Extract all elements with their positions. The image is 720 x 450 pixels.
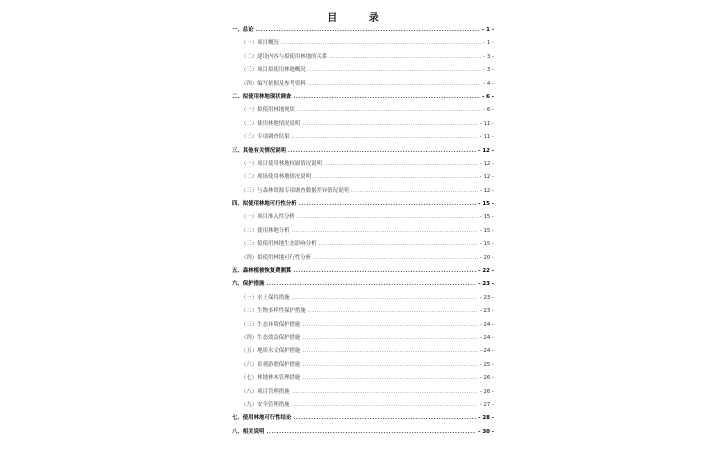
toc-chapter-entry[interactable]: [232, 145, 494, 158]
toc-leader-dots: [293, 91, 480, 104]
toc-leader-dots: [308, 305, 478, 318]
toc-page-number: - 25 -: [479, 361, 494, 368]
toc-entry-label: （一）项目概况: [241, 40, 279, 47]
toc-section-entry[interactable]: [232, 37, 494, 50]
toc-page-number: - 12 -: [479, 160, 494, 167]
toc-chapter-entry[interactable]: [232, 426, 494, 439]
toc-leader-dots: [256, 24, 480, 37]
toc-entry-label: （六）景观游憩保护措施: [241, 361, 301, 368]
toc-section-entry[interactable]: [232, 118, 494, 131]
toc-leader-dots: [266, 426, 476, 439]
toc-section-entry[interactable]: [232, 319, 494, 332]
toc-entry-label: 二、拟使用林地现状调查: [232, 93, 292, 100]
toc-page-number: - 28 -: [478, 415, 494, 422]
toc-section-entry[interactable]: [232, 372, 494, 385]
toc-entry-label: （八）项目管理措施: [241, 388, 290, 395]
toc-chapter-entry[interactable]: [232, 278, 494, 291]
toc-page-number: - 3 -: [483, 53, 494, 60]
toc-section-entry[interactable]: [232, 305, 494, 318]
toc-leader-dots: [292, 225, 478, 238]
toc-leader-dots: [308, 64, 482, 77]
toc-leader-dots: [318, 238, 477, 251]
toc-entry-label: （三）专项调查结果: [241, 134, 290, 141]
toc-page-number: - 12 -: [478, 147, 494, 154]
toc-page-number: - 12 -: [479, 187, 494, 194]
toc-entry-label: （三）与森林资源专项调查数据差异情况说明: [241, 187, 349, 194]
toc-page-number: - 23 -: [479, 294, 494, 301]
toc-leader-dots: [281, 37, 482, 50]
toc-page-number: - 12 -: [479, 174, 494, 181]
toc-page-number: - 30 -: [478, 428, 494, 435]
toc-leader-dots: [302, 372, 478, 385]
toc-page-number: - 20 -: [479, 254, 494, 261]
toc-section-entry[interactable]: [232, 211, 494, 224]
toc-page-number: - 26 -: [479, 375, 494, 382]
toc-leader-dots: [351, 185, 478, 198]
toc-entry-label: （二）生物多样性保护措施: [241, 308, 306, 315]
toc-section-entry[interactable]: [232, 158, 494, 171]
toc-leader-dots: [266, 278, 476, 291]
toc-page-number: - 15 -: [479, 214, 494, 221]
toc-entry-label: （二）使用林地情况说明: [241, 120, 301, 127]
toc-entry-label: 六、保护措施: [232, 281, 265, 288]
toc-leader-dots: [292, 131, 478, 144]
toc-leader-dots: [293, 412, 476, 425]
toc-section-entry[interactable]: [232, 332, 494, 345]
toc-leader-dots: [292, 292, 478, 305]
toc-entry-label: （三）生态环境保护措施: [241, 321, 301, 328]
toc-page-number: - 11 -: [479, 120, 494, 127]
toc-leader-dots: [313, 252, 478, 265]
toc-section-entry[interactable]: [232, 238, 494, 251]
toc-leader-dots: [293, 265, 476, 278]
toc-page-number: - 6 -: [482, 93, 494, 100]
toc-entry-label: （一）项目准入性分析: [241, 214, 295, 221]
toc-leader-dots: [302, 359, 478, 372]
toc-chapter-entry[interactable]: [232, 412, 494, 425]
table-of-contents: [232, 24, 494, 439]
toc-section-entry[interactable]: [232, 78, 494, 91]
toc-section-entry[interactable]: [232, 225, 494, 238]
toc-entry-label: 八、相关说明: [232, 428, 265, 435]
toc-page-number: - 22 -: [478, 268, 494, 275]
toc-section-entry[interactable]: [232, 104, 494, 117]
toc-entry-label: 五、森林植被恢复费测算: [232, 268, 292, 275]
toc-leader-dots: [292, 399, 478, 412]
toc-page-number: - 4 -: [483, 80, 494, 87]
toc-section-entry[interactable]: [232, 345, 494, 358]
toc-section-entry[interactable]: [232, 252, 494, 265]
toc-title: 目 录: [327, 13, 393, 24]
toc-page-number: - 27 -: [479, 401, 494, 408]
toc-entry-label: 一、总论: [232, 27, 254, 33]
toc-entry-label: （二）建设内容与拟使用林地的关系: [241, 53, 328, 60]
toc-section-entry[interactable]: [232, 185, 494, 198]
toc-page-number: - 23 -: [479, 308, 494, 315]
toc-entry-label: （一）拟使用林地现状: [241, 107, 295, 114]
toc-chapter-entry[interactable]: [232, 265, 494, 278]
toc-entry-label: （二）使用林地分析: [241, 227, 290, 234]
toc-leader-dots: [329, 51, 481, 64]
toc-section-entry[interactable]: [232, 386, 494, 399]
toc-entry-label: （四）生态效益保护措施: [241, 334, 301, 341]
toc-page-number: - 15 -: [479, 227, 494, 234]
toc-leader-dots: [302, 118, 478, 131]
toc-leader-dots: [297, 211, 478, 224]
toc-leader-dots: [302, 332, 478, 345]
toc-leader-dots: [302, 319, 478, 332]
toc-entry-label: 七、使用林地可行性结论: [232, 415, 292, 422]
toc-section-entry[interactable]: [232, 131, 494, 144]
toc-entry-label: （二）现场使用林地情况说明: [241, 174, 312, 181]
toc-entry-label: （七）林地林木管理措施: [241, 375, 301, 382]
toc-leader-dots: [308, 78, 482, 91]
toc-entry-label: （四）拟使用林地可行性分析: [241, 254, 312, 261]
toc-page-number: - 23 -: [478, 281, 494, 288]
toc-section-entry[interactable]: [232, 51, 494, 64]
toc-section-entry[interactable]: [232, 359, 494, 372]
toc-chapter-entry[interactable]: [232, 24, 494, 37]
toc-section-entry[interactable]: [232, 399, 494, 412]
toc-leader-dots: [299, 198, 477, 211]
toc-section-entry[interactable]: [232, 292, 494, 305]
toc-section-entry[interactable]: [232, 171, 494, 184]
toc-entry-label: （一）水土保持措施: [241, 294, 290, 301]
toc-leader-dots: [292, 386, 478, 399]
toc-page-number: - 11 -: [479, 134, 494, 141]
toc-page-number: - 24 -: [479, 334, 494, 341]
toc-page-number: - 15 -: [478, 201, 494, 208]
toc-entry-label: （四）编写依据及参考资料: [241, 80, 306, 87]
toc-page-number: - 6 -: [483, 107, 494, 114]
toc-page-number: - 24 -: [479, 321, 494, 328]
toc-page-number: - 26 -: [479, 388, 494, 395]
toc-entry-label: 四、拟使用林地可行性分析: [232, 201, 297, 208]
toc-entry-label: 三、其他有关情况说明: [232, 147, 286, 154]
toc-entry-label: （五）地质水文保护措施: [241, 348, 301, 355]
toc-leader-dots: [302, 345, 478, 358]
toc-leader-dots: [324, 158, 478, 171]
toc-page-number: - 1 -: [483, 40, 494, 47]
toc-page-number: - 24 -: [479, 348, 494, 355]
toc-leader-dots: [297, 104, 481, 117]
toc-entry-label: （九）安全管理措施: [241, 401, 290, 408]
toc-page-number: - 1 -: [482, 27, 494, 33]
toc-entry-label: （三）拟使用林地生态影响分析: [241, 241, 317, 248]
toc-entry-label: （三）项目拟使用林地概况: [241, 67, 306, 74]
toc-page-number: - 3 -: [483, 67, 494, 74]
toc-chapter-entry[interactable]: [232, 91, 494, 104]
toc-page-number: - 15 -: [479, 241, 494, 248]
toc-chapter-entry[interactable]: [232, 198, 494, 211]
toc-leader-dots: [288, 145, 476, 158]
toc-section-entry[interactable]: [232, 64, 494, 77]
toc-entry-label: （一）项目使用林地权属情况说明: [241, 160, 322, 167]
toc-leader-dots: [313, 171, 478, 184]
